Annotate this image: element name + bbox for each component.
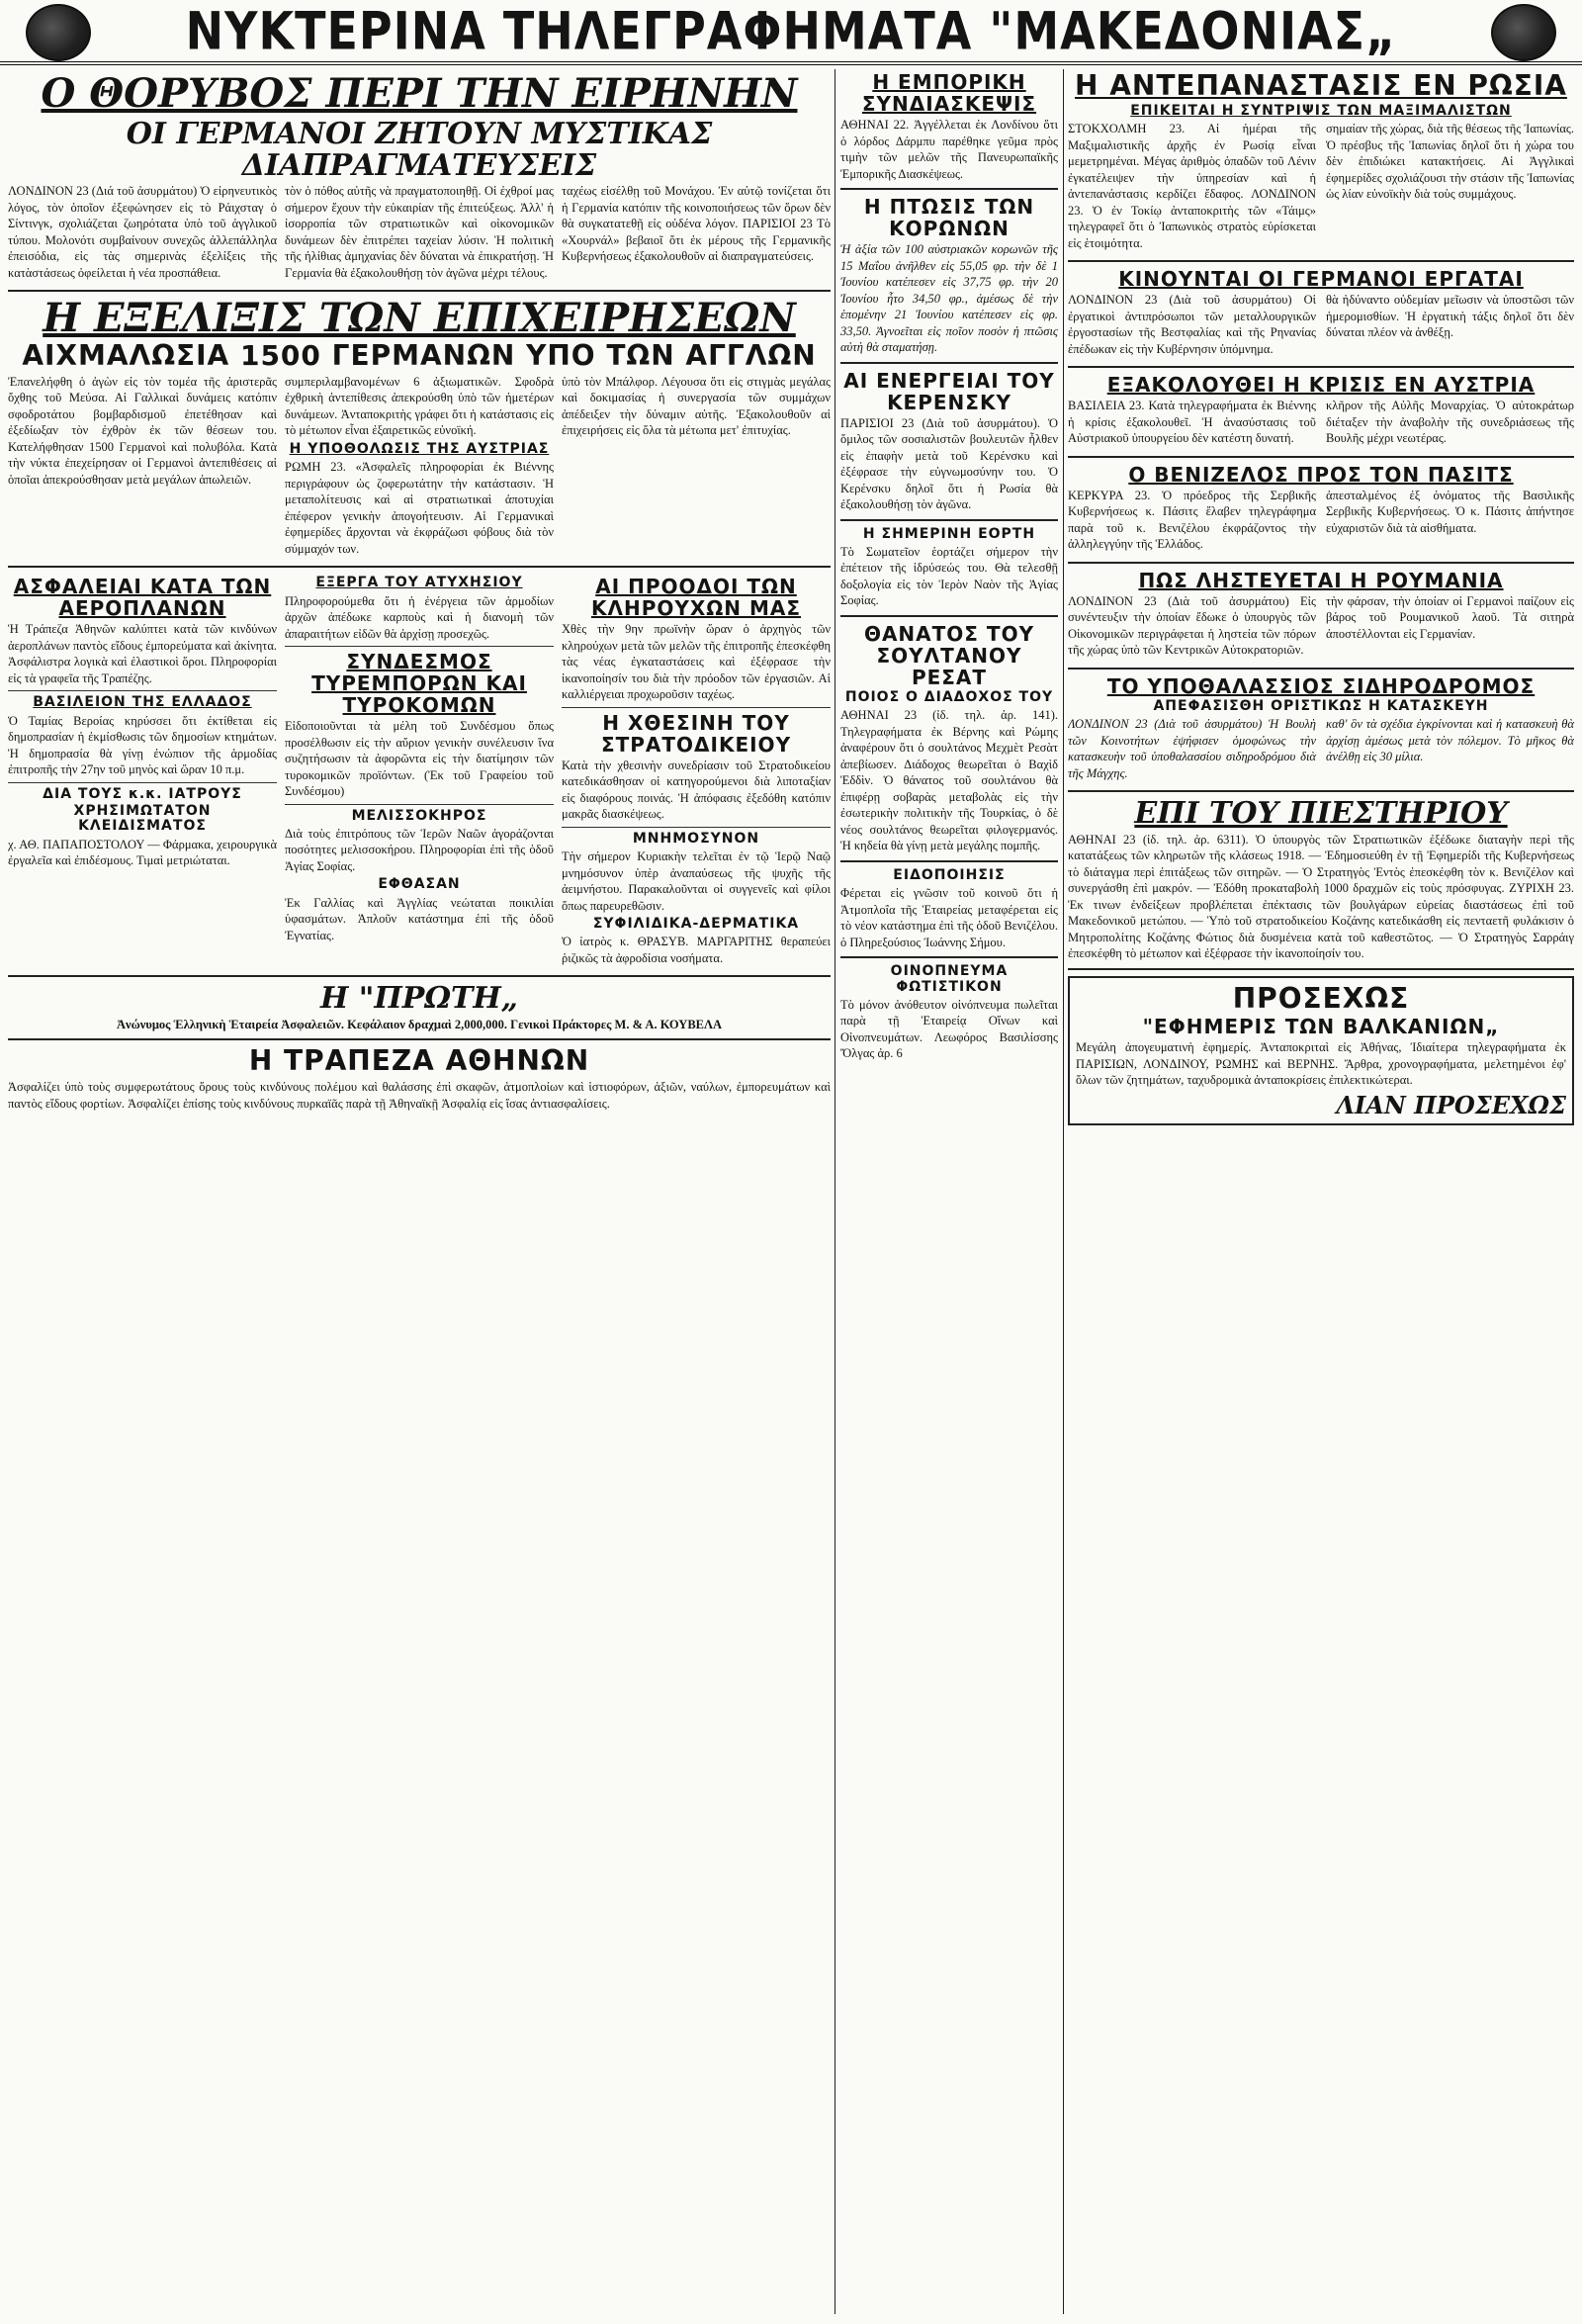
headline: Η ΕΞΕΛΙΞΙΣ ΤΩΝ ΕΠΙΧΕΙΡΗΣΕΩΝ (43, 295, 796, 341)
paragraph: ΛΟΝΔΙΝΟΝ 23 (Διὰ τοῦ ἀσυρμάτου) Ἡ Βουλὴ τῶν Κοινοτήτων ἐψήφισεν ὁμοφώνως τὴν κατασκευὴν τοῦ ὑποθαλασσίου σιδηροδρόμου διὰ τῆς Μάγχης. (1068, 717, 1316, 780)
ad-bank (8, 1046, 831, 1112)
masthead-logo-left (26, 4, 91, 61)
paragraph: Ἡ Τράπεζα Ἀθηνῶν καλύπτει κατὰ τῶν κινδύνων ἀεροπλάνων παντὸς εἴδους ἐμπορεύματα καὶ ἀκίνητα. Ἀσφάλιστρα λογικὰ καὶ ἐλαστικοὶ ὅροι. Πληροφορίαι εἰς τὰ γραφεῖα τῆς Τραπέζης. (8, 622, 277, 685)
headline: ΟΙΝΟΠΝΕΥΜΑ ΦΩΤΙΣΤΙΚΟΝ (890, 963, 1009, 995)
paragraph: Τὸ Σωματεῖον ἑορτάζει σήμερον τὴν ἐπέτειον τῆς ἱδρύσεώς του. Θὰ τελεσθῇ δοξολογία εἰς τὸν Ἱερὸν Ναὸν τῆς Ἁγίας Σοφίας. (840, 544, 1058, 608)
divider (8, 290, 831, 292)
divider (562, 827, 831, 828)
article-peace (8, 70, 831, 284)
divider (1068, 456, 1574, 458)
paragraph: ΡΩΜΗ 23. «Ἀσφαλεῖς πληροφορίαι ἐκ Βιέννης περιγράφουν ὡς ζοφερωτάτην τὴν κατάστασιν. Ἡ μεταπολίτευσις καὶ αἱ στρατιωτικαὶ ἀποτυχίαι ἐπέφερον γενικὴν ἀπογοήτευσιν. Αἱ Γερμανικαὶ ἐφημερίδες ἄρχονται νὰ ἐκφράζωσι φόβους διὰ τὸν σύμμαχόν των. (285, 460, 554, 556)
divider (8, 690, 277, 691)
divider (840, 519, 1058, 521)
divider (840, 615, 1058, 617)
divider (1068, 562, 1574, 564)
divider (1068, 366, 1574, 368)
headline: ΕΞΑΚΟΛΟΥΘΕΙ Η ΚΡΙΣΙΣ ΕΝ ΑΥΣΤΡΙΑ (1106, 373, 1536, 398)
paragraph: ΛΟΝΔΙΝΟΝ 23 (Διὰ τοῦ ἀσυρμάτου) Εἰς συνέντευξιν τὴν ὁποίαν ἔδωκε ὁ ὑπουργὸς τῶν Οἰκονομικῶν περιγράφεται ἡ ληστεία τῶν πόρων τῆς χώρας ὑπὸ τῶν Κεντρικῶν Αὐτοκρατοριῶν. (1068, 593, 1316, 658)
paragraph: συμπεριλαμβανομένων 6 ἀξιωματικῶν. Σφοδρὰ ἐχθρικὴ ἀντεπίθεσις ἀπεκρούσθη ὑπὸ τῶν ἡμετέρων δυνάμεων. Ἀνταποκριτὴς γράφει ὅτι ἡ κατάστασις εἰς τὸ μέτωπον εἶναι ἐξαιρετικῶς εὐνοϊκή. (285, 374, 554, 438)
article-body (1068, 292, 1574, 360)
divider (285, 804, 554, 805)
article-body (1068, 593, 1574, 662)
paragraph: σημαίαν τῆς χώρας, διὰ τῆς θέσεως τῆς Ἰαπωνίας. Ὁ πρέσβυς τῆς Ἰαπωνίας δηλοῖ ὅτι ἡ χώρα του δὲν ἐπιδιώκει κατακτήσεις. Αἱ Ἀγγλικαὶ ἐφημερίδες σχολιάζουσι τὴν στάσιν τῆς Ἰαπωνίας ὡς λίαν εὐνοϊκὴν διὰ τοὺς συμμάχους. (1326, 122, 1574, 202)
paragraph: Ἐκ Γαλλίας καὶ Ἀγγλίας νεώταται ποικιλίαι ὑφασμάτων. Ἁπλοῦν κατάστημα ἐπὶ τῆς ὁδοῦ Ἐγνατίας. (285, 895, 554, 942)
article-body (1068, 398, 1574, 450)
paragraph: Εἰδοποιοῦνται τὰ μέλη τοῦ Συνδέσμου ὅπως προσέλθωσιν εἰς τὴν αὔριον γενικὴν συνέλευσιν ἵνα συζητήσωσιν τὰ ἀφορῶντα εἰς τὴν διατίμησιν τῶν τυροκομικῶν προϊόντων. (Ἐκ τοῦ Γραφείου τοῦ Συνδέσμου) (285, 719, 554, 799)
headline: ΑΣΦΑΛΕΙΑΙ ΚΑΤΑ ΤΩΝ ΑΕΡΟΠΛΑΝΩΝ (13, 575, 272, 621)
right-column (1068, 69, 1574, 1131)
divider (840, 956, 1058, 958)
headline: Η ΧΘΕΣΙΝΗ ΤΟΥ ΣΤΡΑΤΟΔΙΚΕΙΟΥ (600, 710, 792, 757)
masthead-logo-right (1491, 4, 1556, 61)
headline: ΣΥΦΙΛΙΔΙΚΑ-ΔΕΡΜΑΤΙΚΑ (592, 916, 800, 933)
headline: Η ΠΤΩΣΙΣ ΤΩΝ ΚΟΡΩΝΩΝ (863, 195, 1035, 240)
paragraph: Τὸ μόνον ἀνόθευτον οἰνόπνευμα πωλεῖται παρὰ τῇ Ἑταιρείᾳ Οἴνων καὶ Οἰνοπνευμάτων. Λεωφόρος Βασιλίσσης Ὄλγας ἀρ. 6 (840, 997, 1058, 1061)
subheadline: ΠΟΙΟΣ Ο ΔΙΑΔΟΧΟΣ ΤΟΥ (844, 688, 1054, 705)
subheadline: ΑΙΧΜΑΛΩΣΙΑ 1500 ΓΕΡΜΑΝΩΝ ΥΠΟ ΤΩΝ ΑΓΓΛΩΝ (22, 339, 817, 372)
ad-label: ΠΡΟΣΕΧΩΣ (1232, 981, 1410, 1015)
headline: ΒΑΣΙΛΕΙΟΝ ΤΗΣ ΕΛΛΑΔΟΣ (33, 694, 252, 711)
headline: ΔΙΑ ΤΟΥΣ κ.κ. ΙΑΤΡΟΥΣ (43, 785, 242, 802)
subheadline: ΟΙ ΓΕΡΜΑΝΟΙ ΖΗΤΟΥΝ ΜΥΣΤΙΚΑΣ ΔΙΑΠΡΑΓΜΑΤΕΥΣΕΙΣ (126, 117, 713, 183)
column-rule (1063, 69, 1064, 2314)
article-operations (8, 295, 831, 560)
headline: ΤΟ ΥΠΟΘΑΛΑΣΣΙΟΣ ΣΙΔΗΡΟΔΡΟΜΟΣ (1106, 673, 1536, 698)
paragraph: τὸν ὁ πόθος αὐτῆς νὰ πραγματοποιηθῇ. Οἱ ἐχθροί μας σήμερον ἔχουν τὴν εὐκαιρίαν τῆς ἐπιτεύξεως. Ἀλλ' ἡ ἰσορροπία τῶν στρατιωτικῶν καὶ οἰκονομικῶν δυνάμεων δὲν ἐπιτρέπει ταχείαν λύσιν. Ἡ πολιτικὴ τῆς ἠλίθιας ἀμηχανίας δὲν δύναται νὰ ἐπικρατήσῃ. Ἡ Γερμανία θὰ ἐξακολουθήσῃ τὸν ἀγῶνα μέχρι τέλους. (285, 184, 554, 280)
headline: Η ΕΜΠΟΡΙΚΗ ΣΥΝΔΙΑΣΚΕΨΙΣ (861, 70, 1037, 116)
headline: ΠΩΣ ΛΗΣΤΕΥΕΤΑΙ Η ΡΟΥΜΑΝΙΑ (1138, 568, 1504, 592)
paragraph: Κατὰ τὴν χθεσινὴν συνεδρίασιν τοῦ Στρατοδικείου κατεδικάσθησαν οἱ κατηγορούμενοι διὰ λιποταξίαν εἰς διαφόρους ποινάς. Ἡ ἀπόφασις ἐξεδόθη κατόπιν μακρᾶς διασκέψεως. (562, 758, 831, 822)
headline: ΕΦΘΑΣΑΝ (378, 876, 461, 893)
paragraph: Διὰ τοὺς ἐπιτρόπους τῶν Ἱερῶν Ναῶν ἀγοράζονται ποσότητες μελισσοκήρου. Πληροφορίαι ἐπὶ τῆς ὁδοῦ Ἁγίας Σοφίας. (285, 826, 554, 873)
paragraph: Ἀνώνυμος Ἑλληνικὴ Ἑταιρεία Ἀσφαλειῶν. Κεφάλαιον δραχμαὶ 2,000,000. Γενικοὶ Πράκτορες Μ. & Α. ΚΟΥΒΕΛΑ (117, 1017, 722, 1031)
paragraph: ΑΘΗΝΑΙ 23 (ἰδ. τηλ. ἀρ. 6311). Ὁ ὑπουργὸς τῶν Στρατιωτικῶν ἐξέδωκε διαταγὴν περὶ τῆς κατατάξεως τῶν κληρωτῶν τῆς κλάσεως 1918. — Ἐδημοσιεύθη ἐν τῇ Ἐφημερίδι τῆς Κυβερνήσεως τὸ διάταγμα περὶ ἐπιτάξεως τῶν σιτηρῶν. — Ὁ Στρατηγὸς Ἐντὸς ἐπεσκέφθη τὸν κ. Βενιζέλον καὶ συνεργάσθη ἐπὶ μακρόν. — Ἐδόθη προκαταβολὴ 1000 δραχμῶν εἰς τοὺς πρόσφυγας. ΖΥΡΙΧΗ 23. Ἐκ τινων ἐνδείξεων προβλέπεται ἐπέκτασις τῶν βουλγάρων εὐρείας διαστάσεως ἐπὶ τοῦ Μακεδονικοῦ μετώπου. — Ὑπὸ τοῦ στρατοδικείου Κοζάνης κατεδικάσθη εἰς πενταετῆ φυλάκισιν ὁ Μητροπολίτης Κοζάνης Φώτιος διὰ δυσμένεια κατὰ τοῦ καθεστῶτος. — Ὁ Στρατηγὸς Σαρράιγ ἐπεσκέφθη τὸ μέτωπον καὶ ἐξέφρασε τὴν ἱκανοποίησίν του. (1068, 832, 1574, 961)
article-body (8, 374, 831, 560)
paragraph: Ὁ Ταμίας Βεροίας κηρύσσει ὅτι ἐκτίθεται εἰς δημοπρασίαν ἡ ἐκμίσθωσις τῶν δημοσίων κτημάτων. Ἡ δημοπρασία θὰ γίνῃ ἐνώπιον τῆς ἁρμοδίας ἐπιτροπῆς τὴν 27ην τοῦ μηνὸς καὶ ὥραν 10 π.μ. (8, 713, 277, 777)
paragraph: ΑΘΗΝΑΙ 22. Ἀγγέλλεται ἐκ Λονδίνου ὅτι ὁ λόρδος Δάρμπυ παρέθηκε γεῦμα πρὸς τιμὴν τῶν μελῶν τῆς Πανευρωπαϊκῆς Ἐμπορικῆς Διασκέψεως. (840, 118, 1058, 181)
headline: ΕΙΔΟΠΟΙΗΣΙΣ (893, 866, 1006, 883)
subheadline: ΧΡΗΣΙΜΩΤΑΤΟΝ ΚΛΕΙΔΙΣΜΑΤΟΣ (73, 802, 212, 835)
masthead (0, 0, 1582, 65)
paragraph: ΛΟΝΔΙΝΟΝ 23 (Διὰ τοῦ ἀσυρμάτου) Οἱ ἐργατικοὶ ἀντιπρόσωποι τῶν μεταλλουργικῶν ἐργοστασίων τῆς Βεστφαλίας καὶ τῆς Ρηνανίας ἐπέδωκαν εἰς τὴν Κυβέρνησιν ὑπόμνημα. (1068, 293, 1316, 356)
paragraph: Ἀσφαλίζει ὑπὸ τοὺς συμφερωτάτους ὅρους τοὺς κινδύνους πολέμου καὶ θαλάσσης ἐπὶ σκαφῶν, ἀτμοπλοίων καὶ ἱστιοφόρων, ἀξιῶν, ναύλων, ἐμπορευμάτων καὶ παντὸς εἴδους φορτίων. Ἀσφαλίζει ἐπίσης τοὺς κινδύνους πυρκαϊᾶς παρὰ τῇ Ἀθηναϊκῇ Ἀσφαλίᾳ εἰς ἴσας ἀντιασφαλίσεις. (8, 1080, 831, 1111)
divider (8, 566, 831, 568)
paragraph: Ὁ ἰατρὸς κ. ΘΡΑΣΥΒ. ΜΑΡΓΑΡΙΤΗΣ θεραπεύει ῥιζικῶς τὰ ἀφροδίσια νοσήματα. (562, 935, 831, 965)
headline: ΕΞΕΡΓΑ ΤΟΥ ΑΤΥΧΗΣΙΟΥ (315, 575, 523, 591)
divider (840, 860, 1058, 862)
article-body (8, 183, 831, 284)
subheadline: ΕΠΙΚΕΙΤΑΙ Η ΣΥΝΤΡΙΨΙΣ ΤΩΝ ΜΑΞΙΜΑΛΙΣΤΩΝ (1130, 102, 1512, 119)
notices-grid (8, 574, 831, 969)
paragraph: τὴν φάρσαν, τὴν ὁποίαν οἱ Γερμανοὶ παίζουν εἰς βάρος τοῦ Ρουμανικοῦ λαοῦ. Τὰ σιτηρὰ ἀποστέλλονται εἰς Γερμανίαν. (1326, 593, 1574, 641)
paragraph: Πληροφορούμεθα ὅτι ἡ ἐνέργεια τῶν ἁρμοδίων ἀρχῶν ἀπέδωκε καρποὺς καὶ ἡ διανομὴ τῶν ἀπαραιτήτων εἰδῶν θὰ ἀρχίσῃ προσεχῶς. (285, 593, 554, 641)
paragraph: Φέρεται εἰς γνῶσιν τοῦ κοινοῦ ὅτι ἡ Ἀτμοπλοΐα τῆς Ἑταιρείας μεταφέρεται εἰς τὸ νέον κατάστημα ἐπὶ τῆς ὁδοῦ Βενιζέλου. ὁ Πληρεξούσιος Ἰωάννης Σήμου. (840, 886, 1058, 949)
headline: Η ΑΝΤΕΠΑΝΑΣΤΑΣΙΣ ΕΝ ΡΩΣΙΑ (1075, 69, 1567, 102)
middle-column (840, 69, 1058, 1065)
paragraph: ΠΑΡΙΣΙΟΙ 23 (Διὰ τοῦ ἀσυρμάτου). Ὁ ὅμιλος τῶν σοσιαλιστῶν βουλευτῶν ἦλθεν εἰς ἐπαφὴν μετὰ τοῦ Κερένσκυ καὶ ἐξέφρασε τὴν εὐγνωμοσύνην του. Ὁ Κερένσκυ δηλοῖ ὅτι ἡ Ρωσία θὰ ἐξακολουθήσῃ τὸν ἀγῶνα. (840, 415, 1058, 511)
article-body (1068, 488, 1574, 556)
paragraph: καθ' ὃν τὰ σχέδια ἐγκρίνονται καὶ ἡ κατασκευὴ θὰ ἀρχίσῃ ἀμέσως μετὰ τὸν πόλεμον. Τὸ μῆκος θὰ ἀνέλθῃ εἰς 30 μίλια. (1326, 717, 1574, 764)
headline: Ο ΒΕΝΙΖΕΛΟΣ ΠΡΟΣ ΤΟΝ ΠΑΣΙΤΣ (1128, 462, 1514, 487)
headline: Η "ΠΡΩΤΗ„ (320, 981, 518, 1017)
headline: ΚΙΝΟΥΝΤΑΙ ΟΙ ΓΕΡΜΑΝΟΙ ΕΡΓΑΤΑΙ (1118, 267, 1524, 292)
paragraph: ὑπὸ τὸν Μπάλφορ. Λέγουσα ὅτι εἰς στιγμὰς μεγάλας καὶ δοκιμασίας ἡ συνεργασία τῶν συμμάχων ἀπέδειξεν τὴν δύναμιν αὐτῆς. Ἐξακολουθοῦν αἱ ἐπιχειρήσεις εἰς ὅλα τὰ μέτωπα μετ' ἐπιτυχίας. (562, 374, 831, 438)
divider (1068, 968, 1574, 970)
divider (8, 782, 277, 783)
headline: ΑΙ ΕΝΕΡΓΕΙΑΙ ΤΟΥ ΚΕΡΕΝΣΚΥ (843, 368, 1055, 414)
divider (840, 188, 1058, 190)
paragraph: Μεγάλη ἀπογευματινὴ ἐφημερίς. Ἀνταποκριταὶ εἰς Ἀθήνας, Ἰδιαίτερα τηλεγραφήματα ἐκ ΠΑΡΙΣΙΩΝ, ΛΟΝΔΙΝΟΥ, ΡΩΜΗΣ καὶ ΒΕΡΝΗΣ. Ἄρθρα, χρονογραφήματα, μελετημένοι ἐφ' ὅλων τῶν ζητημάτων, ταχυδρομικὰ ἀνταποκρίσεις ἐπιλεκτικώτεραι. (1076, 1040, 1566, 1088)
paragraph: ΚΕΡΚΥΡΑ 23. Ὁ πρόεδρος τῆς Σερβικῆς Κυβερνήσεως κ. Πάσιτς ἔλαβεν τηλεγράφημα παρὰ τοῦ κ. Βενιζέλου ἐκφράζοντος τὴν ἀλληλεγγύην τῆς Ἑλλάδος. (1068, 488, 1316, 552)
paragraph: ταχέως εἰσέλθῃ τοῦ Μονάχου. Ἐν αὐτῷ τονίζεται ὅτι ἡ Γερμανία κατόπιν τῆς κοινοποιήσεως τῶν ὅρων δὲν θὰ συγκατατεθῇ εἰς οὐδένα λόγον. ΠΑΡΙΣΙΟΙ 23 Τὸ «Χουρνάλ» βεβαιοῖ ὅτι ἐκ μέρους τῆς Γερμανικῆς Κυβερνήσεως ἐξακολουθοῦν αἱ διαπραγματεύσεις. (562, 184, 831, 263)
paragraph: κλῆρον τῆς Αὐλῆς Μοναρχίας. Ὁ αὐτοκράτωρ διέταξεν τὴν ἀναβολὴν τῆς συνεδριάσεως τῆς Βουλῆς μέχρι νεωτέρας. (1326, 399, 1574, 446)
paragraph: ἀπεσταλμένος ἐξ ὀνόματος τῆς Βασιλικῆς Σερβικῆς Κυβερνήσεως. Ὁ κ. Πάσιτς ἀπήντησε εὐχαριστῶν διὰ τὰ αἰσθήματα. (1326, 488, 1574, 535)
ad-balkans (1068, 976, 1574, 1125)
masthead-title: ΝΥΚΤΕΡΙΝΑ ΤΗΛΕΓΡΑΦΗΜΑΤΑ "ΜΑΚΕΔΟΝΙΑΣ„ (185, 0, 1397, 62)
paragraph: Ἐπανελήφθη ὁ ἀγὼν εἰς τὸν τομέα τῆς ἀριστερᾶς ὄχθης τοῦ Μεύσα. Αἱ Γαλλικαὶ δυνάμεις κατόπιν σφοδροτάτου βομβαρδισμοῦ ἐπετέθησαν καὶ ἐξεδίωξαν τὸν ἐχθρὸν ἐκ τῶν θέσεων του. Κατελήφθησαν 1500 Γερμανοὶ καὶ πολυβόλα. Κατὰ τὴν νύκτα ἐπεχείρησαν οἱ Γερμανοὶ ἀντεπιθέσεις αἱ ὁποῖαι ἀπεκρούσθησαν μετὰ μεγάλων ἀπωλειῶν. (8, 374, 277, 487)
paragraph: ΒΑΣΙΛΕΙΑ 23. Κατὰ τηλεγραφήματα ἐκ Βιέννης ἡ κρίσις ἐξακολουθεῖ. Ἡ ἀνασύστασις τοῦ Αὐστριακοῦ ὑπουργείου δὲν κατέστη δυνατή. (1068, 399, 1316, 446)
divider (1068, 790, 1574, 792)
left-column (8, 69, 831, 1115)
paragraph: θὰ ἠδύναντο οὐδεμίαν μεῖωσιν νὰ ὑποστῶσι τῶν ἡμερομισθίων. Ἡ ἐργατικὴ τάξις δηλοῖ ὅτι δὲν δύναται πλέον νὰ ἀνθέξῃ. (1326, 293, 1574, 340)
paragraph: ΑΘΗΝΑΙ 23 (ἰδ. τηλ. ἀρ. 141). Τηλεγραφήματα ἐκ Βέρνης καὶ Ρώμης ἀναφέρουν ὅτι ὁ σουλτάνος Μεχμὲτ Ρεσὰτ ἀπεβίωσεν. Διάδοχος θεωρεῖται ὁ Βαχὶδ Ἐδδὶν. Ὁ θάνατος τοῦ σουλτάνου θὰ ἐπιφέρῃ σοβαρὰς μεταβολὰς εἰς τὴν ἐσωτερικὴν πολιτικὴν τῆς Τουρκίας, ὁ δὲ νέος σουλτάνος θεωρεῖται φιλογερμανός. Ἡ κηδεία θὰ γίνῃ μετὰ μεγάλης πομπῆς. (840, 708, 1058, 853)
headline: Η ΤΡΑΠΕΖΑ ΑΘΗΝΩΝ (248, 1044, 590, 1078)
divider (840, 362, 1058, 364)
headline: ΜΕΛΙΣΣΟΚΗΡΟΣ (351, 807, 487, 824)
divider (8, 975, 831, 977)
ad-footer: ΛΙΑΝ ΠΡΟΣΕΧΩΣ (1336, 1090, 1566, 1119)
subheadline: ΑΠΕΦΑΣΙΣΘΗ ΟΡΙΣΤΙΚΩΣ Η ΚΑΤΑΣΚΕΥΗ (1153, 697, 1489, 714)
divider (1068, 668, 1574, 670)
paragraph: ΣΤΟΚΧΟΛΜΗ 23. Αἱ ἡμέραι τῆς Μαξιμαλιστικῆς ἀρχῆς ἐν Ρωσίᾳ εἶναι μεμετρημέναι. Μέγας ἀριθμὸς ὀπαδῶν τοῦ Λένιν ἐγκατέλειψεν τὴν ὑπηρεσίαν καὶ ἡ ἀντεπανάστασις κερδίζει ἔδαφος. ΛΟΝΔΙΝΟΝ 23. Ὁ ἐν Τοκίῳ ἀνταποκριτὴς τῶν «Τάιμς» τηλεγραφεῖ ὅτι ὁ Ἰαπωνικὸς στρατὸς εὑρίσκεται εἰς ἑτοιμότητα. (1068, 122, 1316, 250)
ad-title: "ΕΦΗΜΕΡΙΣ ΤΩΝ ΒΑΛΚΑΝΙΩΝ„ (1142, 1015, 1500, 1039)
subheadline: Η ΥΠΟΘΟΛΩΣΙΣ ΤΗΣ ΑΥΣΤΡΙΑΣ (289, 440, 550, 457)
ad-proti (8, 983, 831, 1032)
article-body (1068, 121, 1574, 254)
headline: Ο ΘΟΡΥΒΟΣ ΠΕΡΙ ΤΗΝ ΕΙΡΗΝΗΝ (41, 70, 798, 117)
divider (562, 707, 831, 708)
paragraph: Ἡ ἀξία τῶν 100 αὐστριακῶν κορωνῶν τῆς 15 Μαΐου ἀνῆλθεν εἰς 55,05 φρ. τὴν δὲ 1 Ἰουνίου κατέπεσεν εἰς 37,75 φρ. τὴν 20 Ἰουνίου ἦτο 34,50 φρ., ἀμέσως δὲ τὴν ἑπομένην 21 Ἰουνίου κατέπεσεν εἰς φρ. 33,50. Ἀγνοεῖται εἰς ποῖον ποσὸν ἡ πτῶσις αὐτὴ θὰ σταματήσῃ. (840, 242, 1058, 354)
headline: Η ΣΗΜΕΡΙΝΗ ΕΟΡΤΗ (862, 525, 1036, 542)
divider (285, 646, 554, 647)
paragraph: Χθὲς τὴν 9ην πρωϊνὴν ὥραν ὁ ἀρχηγὸς τῶν κληρούχων μετὰ τῶν μελῶν τῆς ἐπιτροπῆς ἐπεσκέφθη τὰς νέας ἐγκαταστάσεις καὶ ἐξέφρασε τὴν ἱκανοποίησίν του διὰ τὴν πρόοδον τῶν ἐργασιῶν. Αἱ καλλιέργειαι προχωροῦσιν ταχέως. (562, 622, 831, 702)
headline: ΘΑΝΑΤΟΣ ΤΟΥ ΣΟΥΛΤΑΝΟΥ ΡΕΣΑΤ (863, 621, 1035, 689)
divider (8, 1038, 831, 1040)
article-body (1068, 716, 1574, 784)
paragraph: ΛΟΝΔΙΝΟΝ 23 (Διά τοῦ ἀσυρμάτου) Ὁ εἰρηνευτικὸς λόγος, τὸν ὁποῖον ἐξεφώνησεν εἰς τὸ Ράιχσταγ ὁ Σίντινγκ, σχολιάζεται ζωηρότατα ὑπὸ τοῦ ἀγγλικοῦ τύπου. Μολονότι συμβαίνουν συνεχῶς ἀλλεπάλληλα ἐπεισόδια, εἰς τὰς σημερινὰς ἐξελίξεις τῆς κατὰστάσεως ὀφείλεται ἡ νέα προσπάθεια. (8, 184, 277, 280)
headline: ΑΙ ΠΡΟΟΔΟΙ ΤΩΝ ΚΛΗΡΟΥΧΩΝ ΜΑΣ (590, 575, 802, 621)
divider (1068, 260, 1574, 262)
headline: ΜΝΗΜΟΣΥΝΟΝ (632, 830, 760, 847)
headline: ΣΥΝΔΕΣΜΟΣ ΤΥΡΕΜΠΟΡΩΝ ΚΑΙ ΤΥΡΟΚΟΜΩΝ (311, 650, 527, 718)
paragraph: Τὴν σήμερον Κυριακὴν τελεῖται ἐν τῷ Ἱερῷ Ναῷ μνημόσυνον ὑπὲρ ἀναπαύσεως τῆς ψυχῆς τῆς ἀειμνήστου. Παρακαλοῦνται οἱ συγγενεῖς καὶ φίλοι ὅπως παρευρεθῶσιν. (562, 849, 831, 913)
paragraph: χ. ΑΘ. ΠΑΠΑΠΟΣΤΟΛΟΥ — Φάρμακα, χειρουργικὰ ἐργαλεῖα καὶ ἐπιδέσμους. Τιμαὶ μετριώταται. (8, 837, 277, 868)
headline: ΕΠΙ ΤΟΥ ΠΙΕΣΤΗΡΙΟΥ (1134, 796, 1508, 832)
